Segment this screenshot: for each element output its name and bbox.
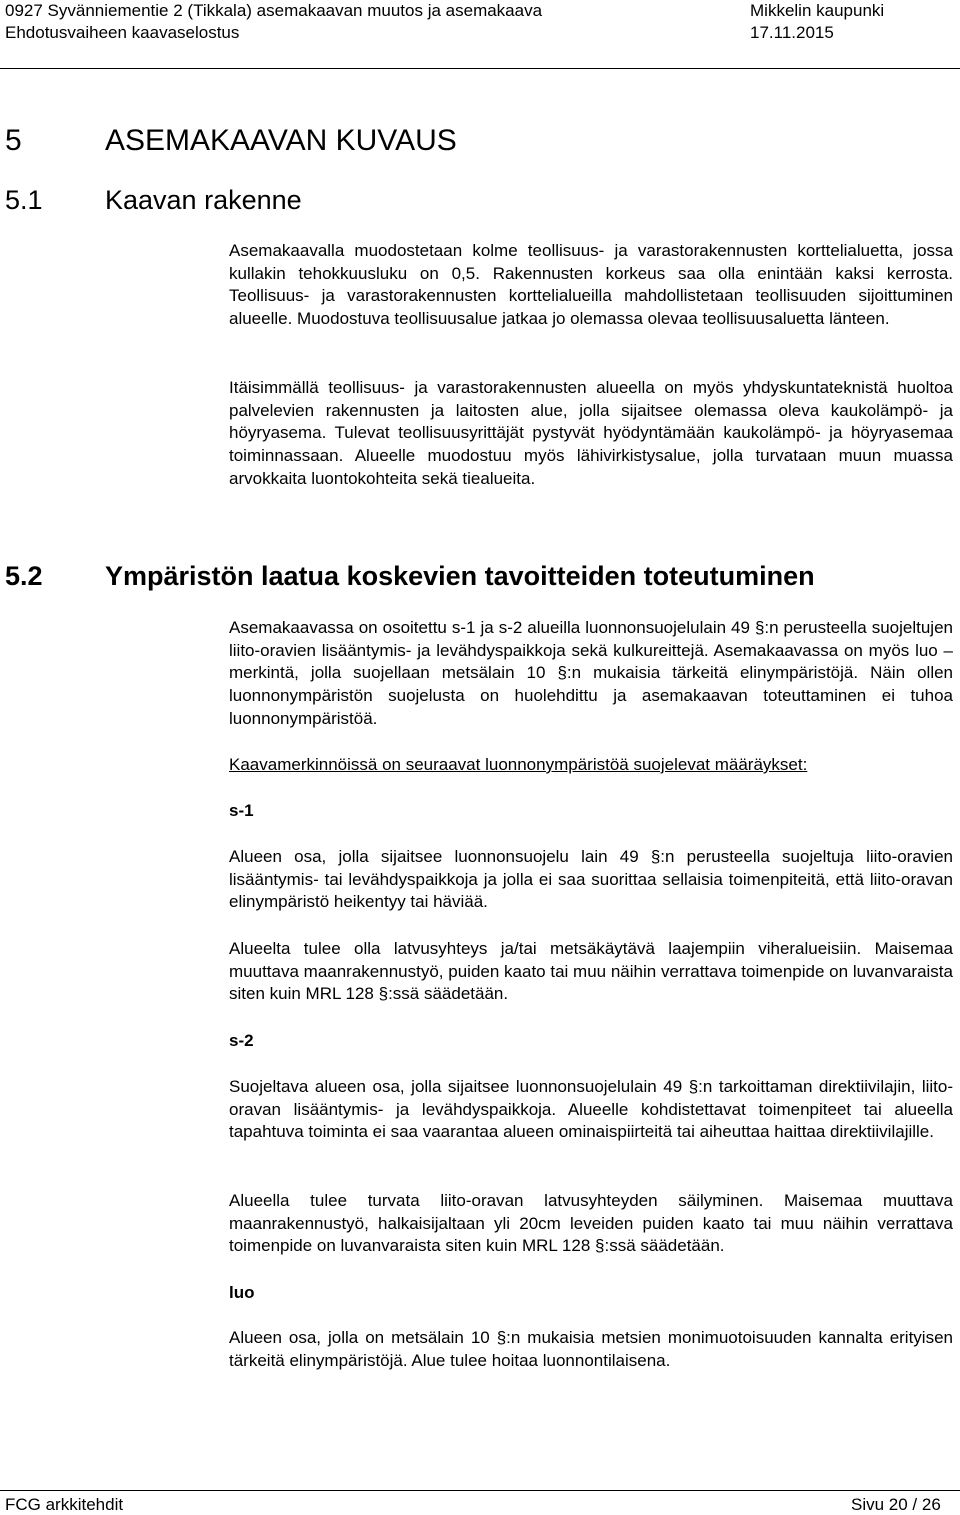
page-header xyxy=(0,0,960,68)
paragraph: Alueen osa, jolla on metsälain 10 §:n mukaisia metsien monimuotoisuuden kannalta erityisen tärkeitä elinympäristöjä. Alue tulee hoitaa luonnontilaisena. xyxy=(229,1328,953,1370)
footer-divider xyxy=(0,1490,960,1491)
paragraph: Suojeltava alueen osa, jolla sijaitsee luonnonsuojelulain 49 §:n tarkoittaman direktiivilajin, liito-oravan lisääntymis- ja levähdyspaikkoja. Alueelle kohdistettavat toimenpiteet tai alueella tapahtuva toiminta ei saa vaarantaa alueen ominaispiirteitä tai aiheuttaa haittaa direktiivilajille. xyxy=(229,1077,953,1142)
document-title: 0927 Syvänniementie 2 (Tikkala) asemakaavan muutos ja asemakaava xyxy=(5,1,543,20)
regulation-code-s1: s-1 xyxy=(229,801,254,820)
document-date: 17.11.2015 xyxy=(750,23,834,42)
paragraph: Itäisimmällä teollisuus- ja varastorakennusten alueella on myös yhdyskuntateknistä huoltoa palvelevien rakennusten ja laitosten alue, jolla sijaitsee olemassa oleva kaukolämpö- ja höyryasema. Tulevat teollisuusyrittäjät pystyvät hyödyntämään kaukolämpö- ja höyryasemaa toiminnassaan. Alueelle muodostuu myös lähivirkistysalue, jolla turvataan muun muassa arvokkaita luontokohteita sekä tiealueita. xyxy=(229,378,953,488)
paragraph: Alueelta tulee olla latvusyhteys ja/tai metsäkäytävä laajempiin viheralueisiin. Maisemaa muuttava maanrakennustyö, puiden kaato tai muu näihin verrattava toimenpide on luvanvaraista siten kuin MRL 128 §:ssä säädetään. xyxy=(229,939,953,1004)
document-subtitle: Ehdotusvaiheen kaavaselostus xyxy=(5,23,240,42)
paragraph: Asemakaavassa on osoitettu s-1 ja s-2 alueilla luonnonsuojelulain 49 §:n perusteella suojeltujen liito-oravien lisääntymis- ja levähdyspaikkoja sekä kulkureittejä. Asemakaavassa on myös luo –merkintä, jolla suojellaan metsälain 10 §:n mukaisia tärkeitä elinympäristöjä. Näin ollen luonnonympäristön suojelusta on huolehdittu ja asemakaavan toteuttaminen ei tuhoa luonnonympäristöä. xyxy=(229,618,953,728)
section-title: Kaavan rakenne xyxy=(105,185,302,215)
paragraph: Alueella tulee turvata liito-oravan latvusyhteyden säilyminen. Maisemaa muuttava maanrakennustyö, halkaisijaltaan yli 20cm leveiden puiden kaato tai muu näihin verrattava toimenpide on luvanvaraista siten kuin MRL 128 §:ssä säädetään. xyxy=(229,1191,953,1256)
paragraph: Asemakaavalla muodostetaan kolme teollisuus- ja varastorakennusten korttelialuetta, jossa kullakin tehokkuusluku on 0,5. Rakennusten korkeus saa olla enintään kaksi kerrosta. Teollisuus- ja varastorakennusten korttelialueilla mahdollistetaan teollisuuden sijoittuminen alueelle. Muodostuva teollisuusalue jatkaa jo olemassa olevaa teollisuusaluetta länteen. xyxy=(229,241,953,329)
section-number: 5 xyxy=(5,124,22,157)
organization-name: Mikkelin kaupunki xyxy=(750,1,885,20)
regulations-subheading: Kaavamerkinnöissä on seuraavat luonnonympäristöä suojelevat määräykset: xyxy=(229,755,808,774)
header-divider xyxy=(0,68,960,69)
regulation-code-s2: s-2 xyxy=(229,1031,254,1050)
regulation-code-luo: luo xyxy=(229,1283,255,1302)
section-title: Ympäristön laatua koskevien tavoitteiden toteutuminen xyxy=(105,561,815,591)
paragraph: Alueen osa, jolla sijaitsee luonnonsuojelu lain 49 §:n perusteella suojeltuja liito-oravien lisääntymis- tai levähdyspaikkoja ja jolla ei saa suorittaa sellaisia toimenpiteitä, että liito-oravan elinympäristö heikentyy tai häviää. xyxy=(229,847,953,912)
section-title: ASEMAKAAVAN KUVAUS xyxy=(105,124,457,157)
section-number: 5.2 xyxy=(5,561,43,591)
footer-company: FCG arkkitehdit xyxy=(5,1495,124,1514)
page-number: Sivu 20 / 26 xyxy=(851,1495,941,1514)
section-number: 5.1 xyxy=(5,185,43,215)
